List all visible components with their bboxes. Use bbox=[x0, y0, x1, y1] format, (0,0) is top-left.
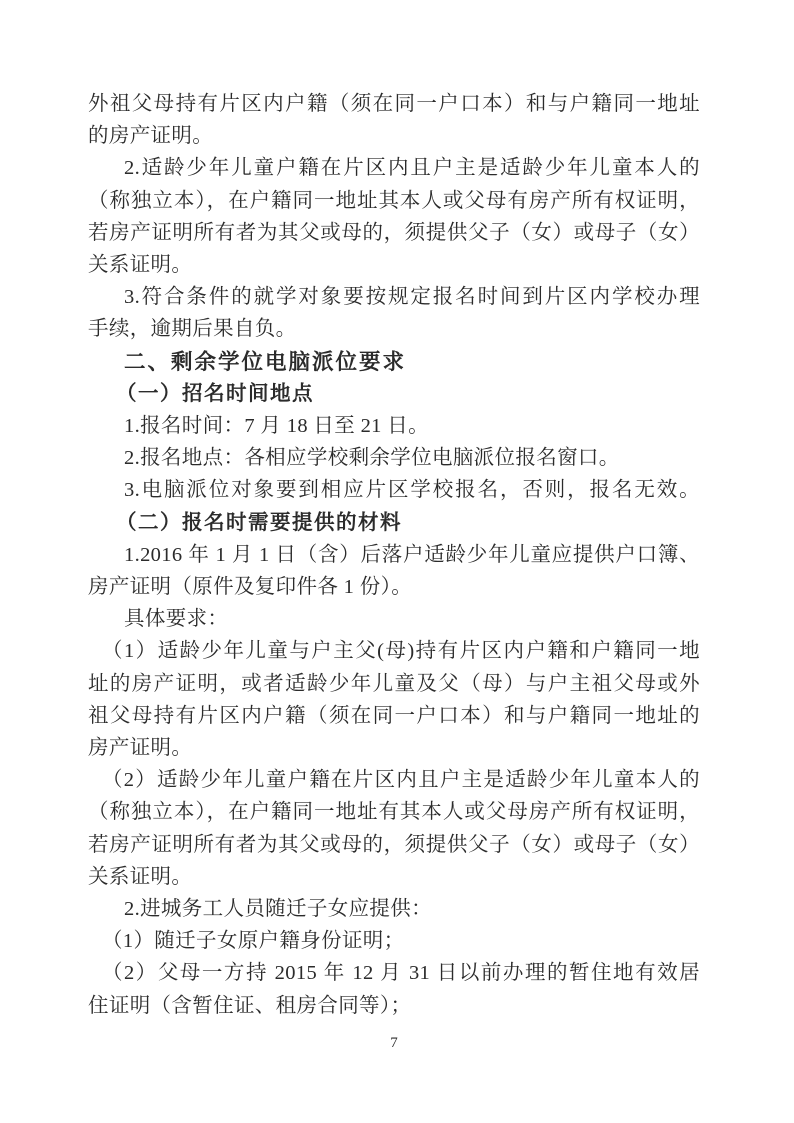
text-line-22: （2）适龄少年儿童户籍在片区内且户主是适龄少年儿童本人的 bbox=[102, 769, 700, 792]
text-line-25: 关系证明。 bbox=[88, 865, 193, 888]
text-line-6: 关系证明。 bbox=[88, 254, 193, 277]
text-line-10: （一）招名时间地点 bbox=[116, 382, 314, 405]
text-line-19: 址的房产证明，或者适龄少年儿童及父（母）与户主祖父母或外 bbox=[88, 672, 700, 695]
text-line-4: （称独立本），在户籍同一地址其本人或父母有房产所有权证明， bbox=[88, 189, 700, 212]
text-line-11: 1.报名时间：7 月 18 日至 21 日。 bbox=[124, 415, 429, 438]
text-line-20: 祖父母持有片区内户籍（须在同一户口本）和与户籍同一地址的 bbox=[88, 704, 700, 727]
text-line-2: 的房产证明。 bbox=[88, 125, 214, 148]
text-line-15: 1.2016 年 1 月 1 日（含）后落户适龄少年儿童应提供户口簿、 bbox=[124, 543, 700, 566]
page-number: 7 bbox=[390, 1035, 398, 1051]
text-line-21: 房产证明。 bbox=[88, 737, 193, 760]
text-line-1: 外祖父母持有片区内户籍（须在同一户口本）和与户籍同一地址 bbox=[88, 93, 700, 115]
text-line-23: （称独立本），在户籍同一地址有其本人或父母房产所有权证明， bbox=[88, 801, 700, 824]
text-line-3: 2.适龄少年儿童户籍在片区内且户主是适龄少年儿童本人的 bbox=[124, 157, 700, 180]
text-line-13: 3.电脑派位对象要到相应片区学校报名，否则，报名无效。 bbox=[124, 479, 700, 502]
text-line-14: （二）报名时需要提供的材料 bbox=[116, 511, 402, 534]
text-line-28: （2）父母一方持 2015 年 12 月 31 日以前办理的暂住地有效居 bbox=[102, 962, 700, 985]
text-line-17: 具体要求： bbox=[124, 608, 229, 631]
document-body bbox=[88, 88, 700, 1022]
text-line-27: （1）随迁子女原户籍身份证明； bbox=[102, 930, 405, 953]
text-line-9: 二、剩余学位电脑派位要求 bbox=[124, 349, 407, 374]
text-line-12: 2.报名地点：各相应学校剩余学位电脑派位报名窗口。 bbox=[124, 447, 620, 470]
text-line-29: 住证明（含暂住证、租房合同等）； bbox=[88, 994, 412, 1017]
text-line-8: 手续，逾期后果自负。 bbox=[88, 318, 297, 341]
text-line-18: （1）适龄少年儿童与户主父(母)持有片区内户籍和户籍同一地 bbox=[102, 640, 700, 663]
text-line-16: 房产证明（原件及复印件各 1 份）。 bbox=[88, 576, 413, 599]
text-line-5: 若房产证明所有者为其父或母的，须提供父子（女）或母子（女） bbox=[88, 221, 700, 244]
text-line-24: 若房产证明所有者为其父或母的，须提供父子（女）或母子（女） bbox=[88, 833, 700, 856]
text-line-7: 3.符合条件的就学对象要按规定报名时间到片区内学校办理 bbox=[124, 286, 700, 309]
text-line-26: 2.进城务工人员随迁子女应提供： bbox=[124, 898, 432, 921]
